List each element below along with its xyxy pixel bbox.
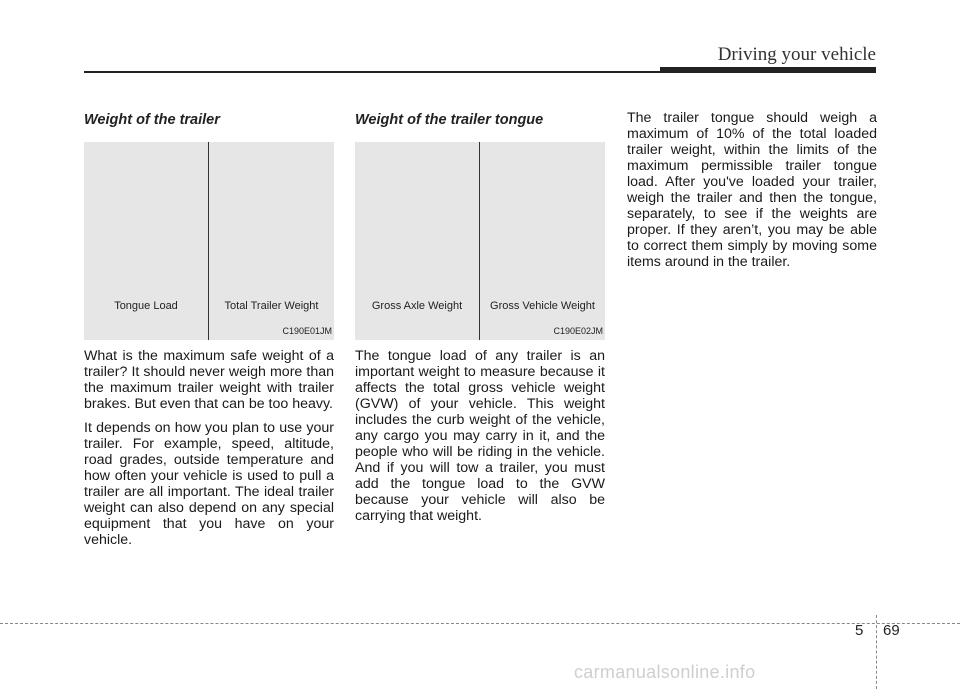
body-paragraph: It depends on how you plan to use your trailer. For example, speed, altitude, road grades, outside temperature and how often your vehicle is used to pull a trailer are all important. The ideal trailer weight can also depend on any special equipment that you have on your vehicle. [84,420,334,548]
section-heading-tongue-weight: Weight of the trailer tongue [355,112,544,128]
header-rule-thin [84,71,660,73]
figure-label-tongue-load: Tongue Load [114,300,178,312]
body-paragraph: The trailer tongue should weigh a maximum of 10% of the total loaded trailer weight, within the limits of the maximum permissible trailer tongue load. After you've loaded your trailer, weigh the trailer and then the tongue, separately, to see if the weights are proper. If they aren’t, you may be able to correct them simply by moving some items around in the trailer. [627,110,877,270]
body-paragraph: What is the maximum safe weight of a trailer? It should never weigh more than the maximum trailer weight with trailer brakes. But even that can be too heavy. [84,348,334,412]
figure-code: C190E02JM [553,326,603,336]
column-right [627,110,877,278]
column-middle [355,110,605,532]
footer-rule [0,623,960,624]
figure-code: C190E01JM [282,326,332,336]
header-rule-thick [660,67,876,73]
column-left [84,110,334,556]
figure-label-gross-vehicle-weight: Gross Vehicle Weight [490,300,595,312]
watermark-text: carmanualsonline.info [574,662,756,682]
page-section-number: 5 [855,622,864,639]
section-heading-trailer-weight: Weight of the trailer [84,112,220,128]
body-paragraph: The tongue load of any trailer is an important weight to measure because it affects the total gross vehicle weight (GVW) of your vehicle. This weight includes the curb weight of the vehicle, any cargo you may carry in it, and the people who will be riding in the vehicle. And if you will tow a trailer, you must add the tongue load to the GVW because your vehicle will also be carrying that weight. [355,348,605,524]
figure-trailer-weight [84,142,334,340]
figure-label-total-trailer-weight: Total Trailer Weight [224,300,319,312]
footer-vertical-rule [876,615,877,689]
figure-label-gross-axle-weight: Gross Axle Weight [371,300,463,312]
figure-tongue-weight [355,142,605,340]
header-title: Driving your vehicle [717,44,876,65]
page-number: 69 [883,622,900,639]
